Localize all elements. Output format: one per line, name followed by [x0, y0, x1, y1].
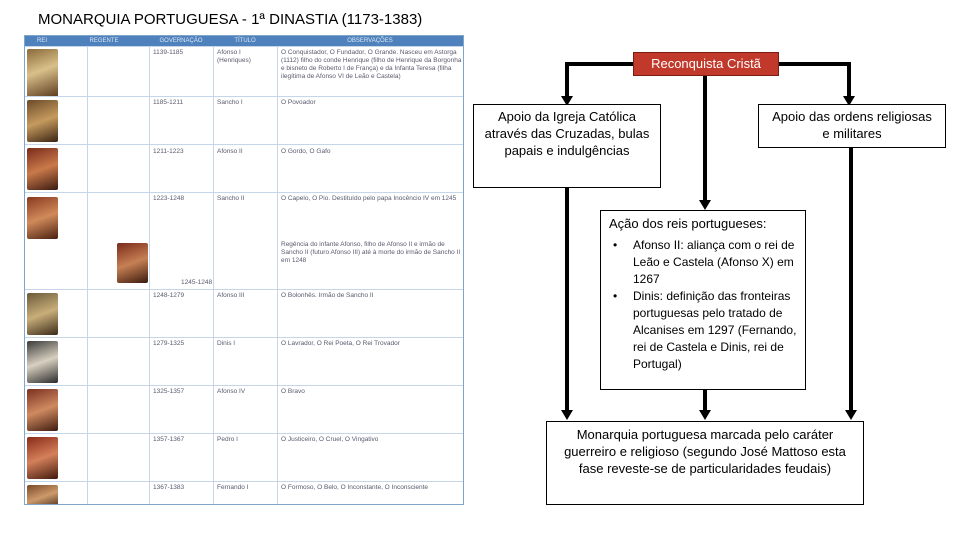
titulo-cell: Sancho I [217, 99, 243, 106]
conclusao-text: Monarquia portuguesa marcada pelo caráter guerreiro e religioso (segundo José Mattoso esta fase reveste-se de particularidades feudais) [564, 427, 846, 476]
table-header [25, 36, 463, 46]
titulo-cell: Dinis I [217, 340, 236, 347]
table-row [25, 337, 463, 385]
apoio-ordens-box [758, 104, 946, 148]
list-item: • Dinis: definição das fronteiras portuguesas pelo tratado de Alcanises em 1297 (Fernando, rei de Castela e Dinis, rei de Portugal) [609, 288, 797, 373]
connector [565, 62, 634, 66]
regent-years-cell: 1245-1248 [181, 279, 213, 286]
connector [847, 62, 851, 100]
table-row [25, 385, 463, 433]
portrait-afonso-ii [27, 148, 58, 190]
obs-cell: O Povoador [281, 99, 316, 106]
titulo-cell: Afonso II [217, 148, 243, 155]
page-title: MONARQUIA PORTUGUESA - 1ª DINASTIA (1173-1383) [38, 11, 423, 28]
portrait-afonso-i [27, 49, 58, 97]
gov-cell: 1185-1211 [153, 99, 184, 106]
table-row [25, 192, 463, 289]
obs-cell: O Bolonhês. Irmão de Sancho II [281, 292, 374, 299]
table-row [25, 96, 463, 144]
table-row [25, 46, 463, 101]
titulo-cell: Afonso III [217, 292, 245, 299]
connector [703, 390, 707, 412]
table-row [25, 433, 463, 481]
acao-reis-title: Ação dos reis portugueses: [609, 216, 767, 231]
list-item: • Afonso II: aliança com o rei de Leão e Castela (Afonso X) em 1267 [609, 237, 797, 288]
gov-cell: 1279-1325 [153, 340, 185, 347]
obs-cell: O Bravo [281, 388, 305, 395]
obs-cell: O Justiceiro, O Cruel, O Vingativo [281, 436, 379, 443]
kings-table [24, 35, 464, 505]
titulo-cell: Sancho II [217, 195, 245, 202]
portrait-regent-afonso [117, 243, 148, 283]
portrait-sancho-ii [27, 197, 58, 239]
connector [849, 148, 853, 412]
obs-cell: O Gordo, O Gafo [281, 148, 331, 155]
portrait-pedro-i [27, 437, 58, 479]
header-titulo: TÍTULO [234, 38, 256, 44]
connector [565, 62, 569, 100]
portrait-afonso-iii [27, 293, 58, 335]
portrait-dinis-i [27, 341, 58, 383]
arrowhead [699, 410, 711, 420]
regent-note-cell: Regência do infante Afonso, filho de Afonso II e irmão de Sancho II (futuro Afonso III) até à morte do irmão de Sancho II em 1248 [281, 241, 461, 264]
gov-cell: 1357-1367 [153, 436, 185, 443]
table-row [25, 481, 463, 505]
titulo-cell: Afonso IV [217, 388, 246, 395]
connector [779, 62, 851, 66]
gov-cell: 1139-1185 [153, 49, 184, 56]
apoio-ordens-text: Apoio das ordens religiosas e militares [772, 109, 932, 141]
acao-reis-box [600, 210, 806, 390]
apoio-igreja-text: Apoio da Igreja Católica através das Cruzadas, bulas papais e indulgências [484, 109, 650, 158]
arrowhead [845, 410, 857, 420]
obs-cell: O Formoso, O Belo, O Inconstante, O Inconsciente [281, 484, 429, 491]
arrowhead [699, 200, 711, 210]
obs-cell: O Capelo, O Pio. Destituído pelo papa Inocêncio IV em 1245 [281, 195, 457, 202]
obs-cell: O Conquistador, O Fundador, O Grande. Nasceu em Astorga (1112) filho do conde Henrique (filho de Henrique da Borgonha e bisneto de Roberto I de França) e da Infanta Teresa (filha ilegítima de Afonso VI de Leão e Castela) [281, 49, 462, 80]
header-regente: REGENTE [89, 38, 119, 44]
conclusao-box [546, 421, 864, 505]
gov-cell: 1325-1357 [153, 388, 185, 395]
titulo-cell: Pedro I [217, 436, 238, 443]
table-row [25, 144, 463, 192]
acao-reis-list [609, 237, 797, 373]
portrait-afonso-iv [27, 389, 58, 431]
gov-cell: 1211-1223 [153, 148, 184, 155]
titulo-cell: Fernando I [217, 484, 249, 491]
titulo-cell: Afonso I (Henriques) [217, 49, 251, 64]
reconquista-box: Reconquista Cristã [633, 52, 779, 76]
gov-cell: 1367-1383 [153, 484, 185, 491]
connector [565, 187, 569, 412]
arrowhead [561, 410, 573, 420]
obs-cell: O Lavrador, O Rei Poeta, O Rei Trovador [281, 340, 400, 347]
table-row [25, 289, 463, 337]
connector [703, 76, 707, 202]
header-observacoes: OBSERVAÇÕES [347, 38, 393, 44]
gov-cell: 1223-1248 [153, 195, 185, 202]
header-rei: REI [36, 38, 47, 44]
gov-cell: 1248-1279 [153, 292, 185, 299]
header-governacao: GOVERNAÇÃO [159, 38, 203, 44]
apoio-igreja-box [473, 104, 661, 188]
portrait-sancho-i [27, 100, 58, 142]
portrait-fernando-i [27, 485, 58, 505]
